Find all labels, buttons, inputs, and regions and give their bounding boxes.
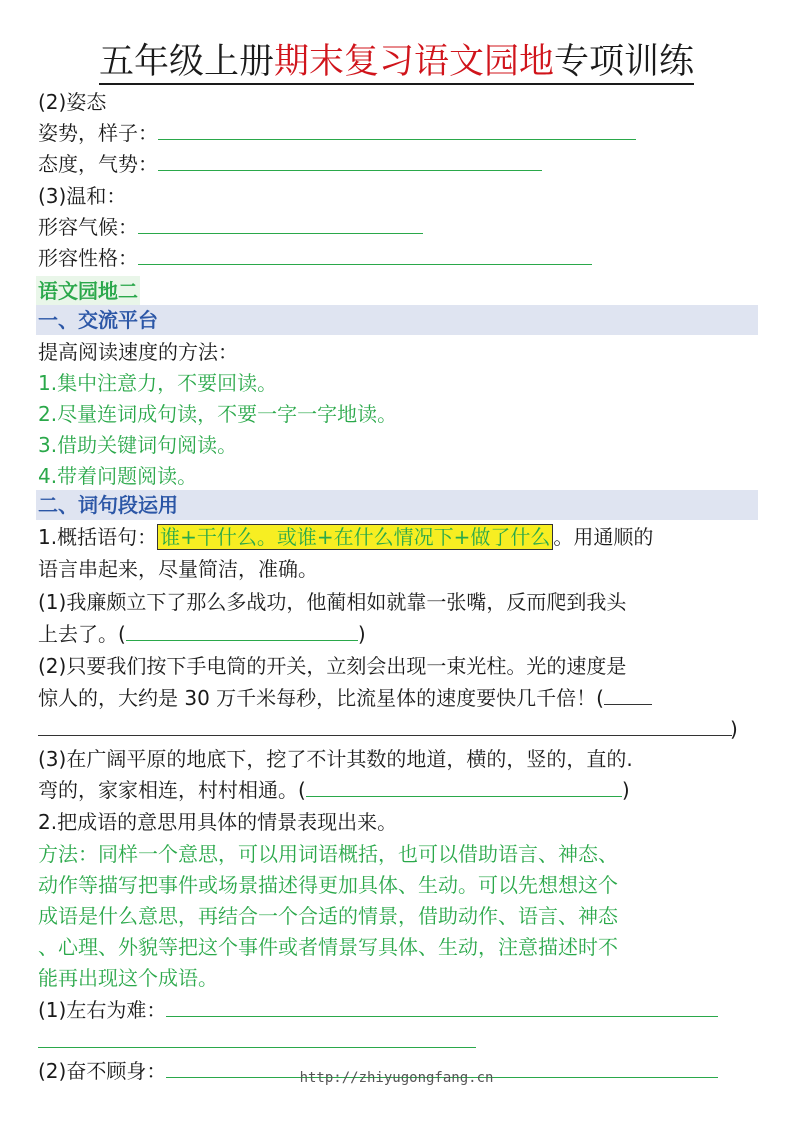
section1-intro: 提高阅读速度的方法： bbox=[38, 340, 238, 364]
idiom1-blank[interactable] bbox=[166, 998, 718, 1017]
q1-suffix: 。用通顺的 bbox=[553, 525, 654, 549]
footer-url: http://zhiyugongfang.cn bbox=[299, 1070, 494, 1086]
wenhe-meaning-b bbox=[38, 244, 592, 272]
zitai-b-label: 态度，气势： bbox=[38, 152, 158, 176]
method-item-1: 1.集中注意力，不要回读。 bbox=[38, 371, 278, 395]
page-title bbox=[0, 42, 793, 82]
zitai-meaning-b bbox=[38, 150, 542, 178]
title-highlight: 期末复习语文园地 bbox=[273, 42, 554, 82]
idiom1-label: (1)左右为难： bbox=[38, 998, 167, 1022]
q1-line1 bbox=[38, 523, 653, 551]
sentence2-line1: (2)只要我们按下手电筒的开关，立刻会出现一束光柱。光的速度是 bbox=[38, 654, 627, 678]
sentence1-line1: (1)我廉颇立下了那么多战功，他蔺相如就靠一张嘴，反而爬到我头 bbox=[38, 590, 627, 614]
sentence3-line1: (3)在广阔平原的地底下，挖了不计其数的地道，横的，竖的，直的. bbox=[38, 747, 633, 771]
method-line-1 bbox=[38, 840, 618, 868]
sentence1-line2 bbox=[38, 620, 366, 648]
method-item-4: 4.带着问题阅读。 bbox=[38, 464, 198, 488]
q1-prefix: 1.概括语句： bbox=[38, 525, 158, 549]
q1-highlight: 谁+干什么。或谁+在什么情况下+做了什么 bbox=[157, 524, 553, 550]
method-text-1: 同样一个意思，可以用词语概括，也可以借助语言、神态、 bbox=[98, 842, 618, 866]
sentence3-close: ) bbox=[621, 778, 630, 802]
q1-line2: 语言串起来，尽量简洁，准确。 bbox=[38, 557, 318, 581]
idiom1 bbox=[38, 996, 718, 1024]
wenhe-a-label: 形容气候： bbox=[38, 215, 138, 239]
wenhe-meaning-a bbox=[38, 213, 423, 241]
sentence2-open: 惊人的，大约是 30 万千米每秒，比流星体的速度要快几千倍！( bbox=[38, 686, 604, 710]
method-line-5: 能再出现这个成语。 bbox=[38, 966, 218, 990]
method-item-3: 3.借助关键词句阅读。 bbox=[38, 433, 238, 457]
title-part1: 五年级上册 bbox=[98, 42, 274, 82]
zitai-a-blank[interactable] bbox=[158, 121, 636, 140]
sentence2-blank-start[interactable] bbox=[604, 686, 652, 705]
method-item-2: 2.尽量连词成句读，不要一字一字地读。 bbox=[38, 402, 398, 426]
method-label: 方法： bbox=[38, 842, 98, 866]
wenhe-b-label: 形容性格： bbox=[38, 246, 138, 270]
sentence3-open: 弯的，家家相连，村村相通。( bbox=[38, 778, 306, 802]
zitai-a-label: 姿势，样子： bbox=[38, 121, 158, 145]
title-part3: 专项训练 bbox=[554, 42, 695, 82]
zitai-b-blank[interactable] bbox=[158, 152, 542, 171]
wenhe-heading: (3)温和： bbox=[38, 184, 127, 208]
section2-heading: 二、词句段运用 bbox=[36, 490, 758, 520]
zitai-heading: (2)姿态 bbox=[38, 90, 107, 114]
sentence2-line2 bbox=[38, 684, 652, 712]
sentence3-blank[interactable] bbox=[306, 778, 622, 797]
sentence2-blank-line[interactable] bbox=[38, 735, 732, 736]
sentence2-close: ) bbox=[730, 717, 738, 741]
section1-heading: 一、交流平台 bbox=[36, 305, 758, 335]
method-line-4: 、心理、外貌等把这个事件或者情景写具体、生动，注意描述时不 bbox=[38, 935, 618, 959]
sentence1-close: ) bbox=[357, 622, 366, 646]
yuwen-yuandi-heading: 语文园地二 bbox=[36, 276, 140, 306]
zitai-meaning-a bbox=[38, 119, 636, 147]
q2-heading: 2.把成语的意思用具体的情景表现出来。 bbox=[38, 810, 398, 834]
method-line-2: 动作等描写把事件或场景描述得更加具体、生动。可以先想想这个 bbox=[38, 873, 618, 897]
wenhe-a-blank[interactable] bbox=[138, 215, 423, 234]
sentence1-open: 上去了。( bbox=[38, 622, 126, 646]
wenhe-b-blank[interactable] bbox=[138, 246, 592, 265]
sentence3-line2 bbox=[38, 776, 630, 804]
sentence1-blank[interactable] bbox=[126, 622, 358, 641]
idiom1-blank-line2[interactable] bbox=[38, 1047, 476, 1048]
idiom2-label: (2)奋不顾身： bbox=[38, 1059, 167, 1083]
method-line-3: 成语是什么意思，再结合一个合适的情景，借助动作、语言、神态 bbox=[38, 904, 618, 928]
